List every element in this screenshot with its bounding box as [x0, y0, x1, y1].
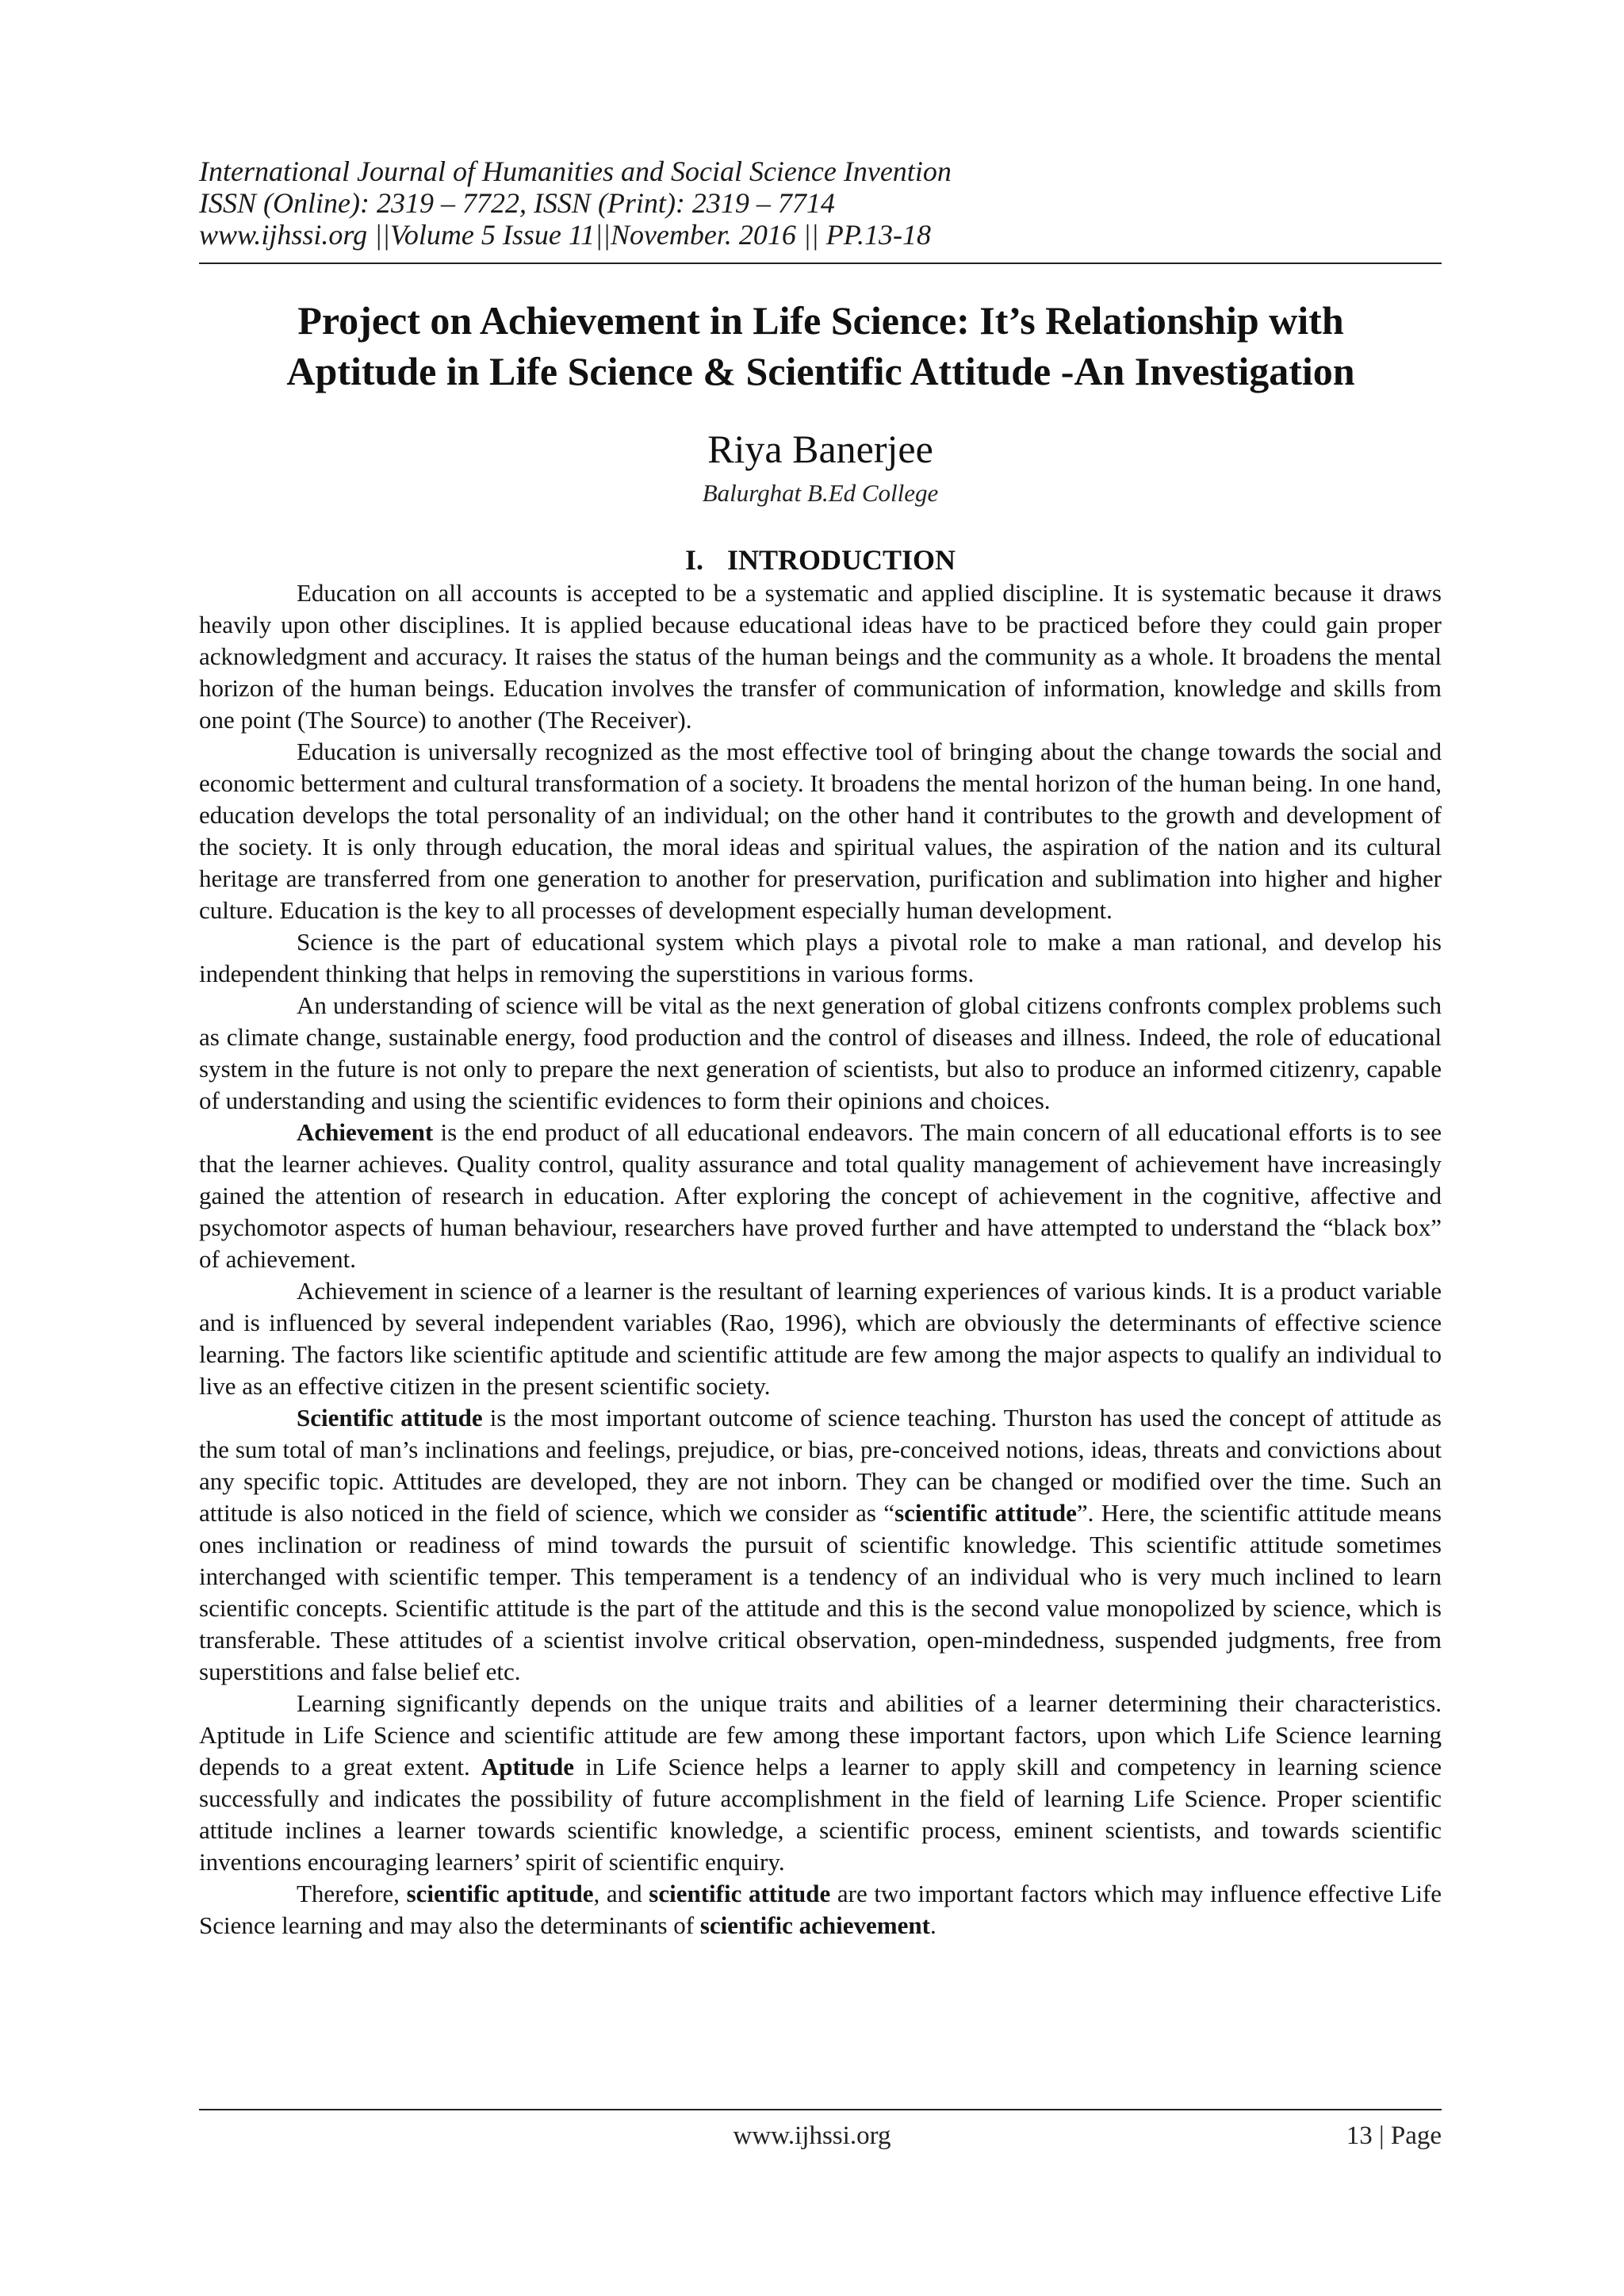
paragraph-9-text-b: , and — [593, 1880, 649, 1907]
paragraph-9-text-c: are two important factors which may influence effective Life Science learning and may also the determinants of — [199, 1880, 1442, 1939]
term-scientific-aptitude: scientific aptitude — [406, 1880, 594, 1907]
paragraph-3: Science is the part of educational system which plays a pivotal role to make a man rational, and develop his independent thinking that helps in removing the superstitions in various forms. — [199, 928, 1442, 987]
term-scientific-attitude: Scientific attitude — [297, 1404, 483, 1432]
paragraph-5-text: is the end product of all educational endeavors. The main concern of all educational efforts is to see that the learner achieves. Quality control, quality assurance and total quality management of achievement have increasingly gained the attention of research in education. After exploring the concept of achievement in the cognitive, affective and psychomotor aspects of human behaviour, researchers have proved further and have attempted to understand the “black box” of achievement. — [199, 1118, 1442, 1273]
term-scientific-attitude-quoted: scientific attitude — [894, 1499, 1077, 1527]
footer-website: www.ijhssi.org — [733, 2122, 891, 2150]
term-aptitude: Aptitude — [481, 1753, 575, 1780]
paragraph-9 — [199, 1878, 1442, 1941]
journal-volume-line: www.ijhssi.org ||Volume 5 Issue 11||November. 2016 || PP.13-18 — [199, 219, 932, 251]
term-achievement: Achievement — [297, 1118, 434, 1146]
section-title: INTRODUCTION — [726, 544, 956, 576]
paper-title-line-2: Aptitude in Life Science & Scientific Attitude -An Investigation — [286, 349, 1355, 393]
header-divider — [199, 263, 1442, 264]
author-affiliation: Balurghat B.Ed College — [702, 479, 939, 507]
paragraph-4: An understanding of science will be vital as the next generation of global citizens confronts complex problems such as climate change, sustainable energy, food production and the control of diseases and illness. Indeed, the role of educational system in the future is not only to prepare the next generation of scientists, but also to produce an informed citizenry, capable of understanding and using the scientific evidences to form their opinions and choices. — [199, 991, 1442, 1114]
paper-title-line-1: Project on Achievement in Life Science: It’s Relationship with — [297, 298, 1344, 343]
journal-name: International Journal of Humanities and Social Science Invention — [199, 155, 952, 187]
paragraph-7-text-a: is the most important outcome of science teaching. Thurston has used the concept of attitude as the sum total of man’s inclinations and feelings, prejudice, or bias, pre-conceived notions, ideas, threats and convictions about any specific topic. Attitudes are developed, they are not inborn. They can be changed or modified over the time. Such an attitude is also noticed in the field of science, which we consider as “ — [199, 1404, 1442, 1527]
paragraph-9-text-a: Therefore, — [297, 1880, 407, 1907]
term-scientific-achievement: scientific achievement — [699, 1911, 930, 1939]
footer-page-number: 13 | Page — [1346, 2122, 1442, 2150]
journal-header — [199, 155, 1442, 251]
section-number: I. — [684, 544, 703, 576]
section-heading — [199, 542, 1442, 577]
paper-title — [174, 295, 1467, 397]
term-scientific-attitude-2: scientific attitude — [649, 1880, 831, 1907]
paragraph-2: Education is universally recognized as the most effective tool of bringing about the change towards the social and economic betterment and cultural transformation of a society. It broadens the mental horizon of the human being. In one hand, education develops the total personality of an individual; on the other hand it contributes to the growth and development of the society. It is only through education, the moral ideas and spiritual values, the aspiration of the nation and its cultural heritage are transferred from one generation to another for preservation, purification and sublimation into higher and higher culture. Education is the key to all processes of development especially human development. — [199, 738, 1442, 924]
paragraph-9-text-d: . — [929, 1911, 936, 1939]
paragraph-8-text-a: Learning significantly depends on the unique traits and abilities of a learner determining their characteristics. Aptitude in Life Science and scientific attitude are few among these important factors, upon which Life Science learning depends to a great extent. — [199, 1689, 1442, 1780]
paragraph-5 — [199, 1117, 1442, 1275]
body-text — [199, 577, 1442, 1941]
paragraph-1: Education on all accounts is accepted to be a systematic and applied discipline. It is systematic because it draws heavily upon other disciplines. It is applied because educational ideas have to be practiced before they could gain proper acknowledgment and accuracy. It raises the status of the human beings and the community as a whole. It broadens the mental horizon of the human beings. Education involves the transfer of communication of information, knowledge and skills from one point (The Source) to another (The Receiver). — [199, 579, 1442, 734]
paragraph-6: Achievement in science of a learner is the resultant of learning experiences of various kinds. It is a product variable and is influenced by several independent variables (Rao, 1996), which are obviously the determinants of effective science learning. The factors like scientific aptitude and scientific attitude are few among the major aspects to qualify an individual to live as an effective citizen in the present scientific society. — [199, 1277, 1442, 1400]
paragraph-8 — [199, 1688, 1442, 1878]
paragraph-7-text-b: ”. Here, the scientific attitude means ones inclination or readiness of mind towards the pursuit of scientific knowledge. This scientific attitude sometimes interchanged with scientific temper. This temperament is a tendency of an individual who is very much inclined to learn scientific concepts. Scientific attitude is the part of the attitude and this is the second value monopolized by science, which is transferable. These attitudes of a scientist involve critical observation, open-mindedness, suspended judgments, free from superstitions and false belief etc. — [199, 1499, 1442, 1685]
author-name: Riya Banerjee — [707, 427, 933, 471]
footer-divider — [199, 2109, 1442, 2110]
paragraph-7 — [199, 1402, 1442, 1688]
journal-issn: ISSN (Online): 2319 – 7722, ISSN (Print): 2319 – 7714 — [199, 187, 835, 219]
paragraph-8-text-b: in Life Science helps a learner to apply skill and competency in learning science successfully and indicates the possibility of future accomplishment in the field of learning Life Science. Proper scientific attitude inclines a learner towards scientific knowledge, a scientific process, eminent scientists, and towards scientific inventions encouraging learners’ spirit of scientific enquiry. — [199, 1753, 1442, 1876]
